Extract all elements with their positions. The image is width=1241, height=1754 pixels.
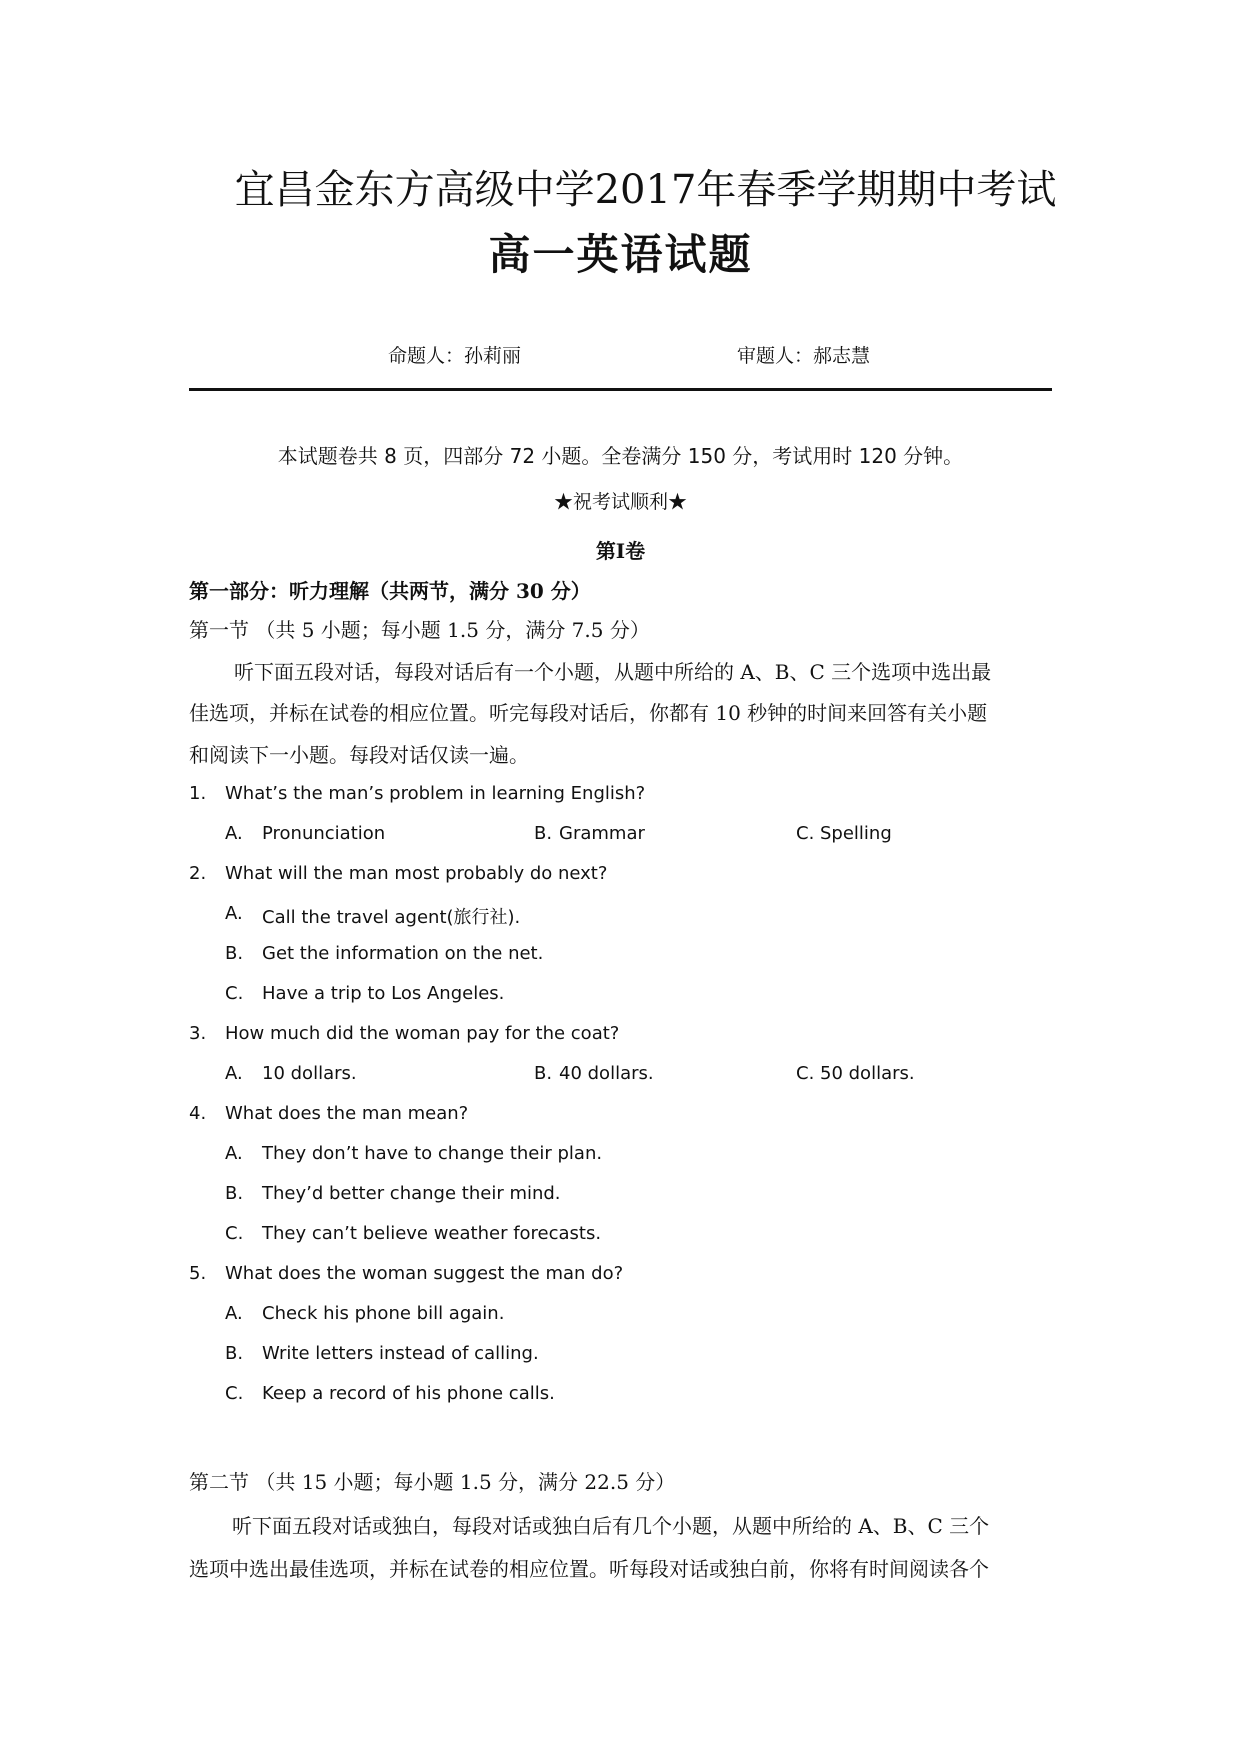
question-text: How much did the woman pay for the coat?	[225, 1023, 620, 1044]
question-text: What does the man mean?	[225, 1103, 469, 1124]
option-label: B.	[225, 943, 244, 964]
question-number: 3.	[189, 1023, 207, 1044]
option-text: 40 dollars.	[559, 1063, 654, 1084]
section2-instructions-line1: 听下面五段对话或独白，每段对话或独白后有几个小题，从题中所给的 A、B、C 三个	[232, 1514, 990, 1538]
option-text: They can’t believe weather forecasts.	[262, 1223, 602, 1244]
section2-instructions-line2: 选项中选出最佳选项，并标在试卷的相应位置。听每段对话或独白前，你将有时间阅读各个	[189, 1557, 989, 1581]
option-label: A.	[225, 903, 243, 924]
option-text: Grammar	[559, 823, 645, 844]
section1-heading: 第一节 （共 5 小题；每小题 1.5 分，满分 7.5 分）	[189, 618, 650, 642]
option-text: Keep a record of his phone calls.	[262, 1383, 555, 1404]
option-label: C.	[225, 1383, 244, 1404]
volume-heading: 第Ⅰ卷	[595, 539, 646, 563]
option-label: C.	[225, 983, 244, 1004]
reviewer: 审题人：郝志慧	[737, 345, 871, 367]
option-text: Write letters instead of calling.	[262, 1343, 539, 1364]
option-text: 10 dollars.	[262, 1063, 357, 1084]
option-label: A.	[225, 823, 243, 844]
question-text: What’s the man’s problem in learning English?	[225, 783, 646, 804]
question-number: 1.	[189, 783, 207, 804]
option-label: B.	[534, 823, 553, 844]
option-label: C.	[796, 1063, 815, 1084]
option-label: B.	[534, 1063, 553, 1084]
option-label: C.	[225, 1223, 244, 1244]
option-text: Spelling	[820, 823, 892, 844]
exam-subtitle: 高一英语试题	[488, 230, 753, 279]
option-text: They don’t have to change their plan.	[262, 1143, 603, 1164]
section1-instructions-line3: 和阅读下一小题。每段对话仅读一遍。	[189, 743, 529, 767]
option-text: 50 dollars.	[820, 1063, 915, 1084]
option-text: Check his phone bill again.	[262, 1303, 505, 1324]
option-text: Get the information on the net.	[262, 943, 544, 964]
option-label: A.	[225, 1303, 243, 1324]
question-text: What does the woman suggest the man do?	[225, 1263, 624, 1284]
part1-heading: 第一部分：听力理解（共两节，满分 30 分）	[189, 579, 591, 603]
setter: 命题人：孙莉丽	[388, 345, 522, 367]
question-number: 4.	[189, 1103, 207, 1124]
exam-title: 宜昌金东方高级中学2017年春季学期期中考试	[234, 167, 1057, 213]
question-number: 5.	[189, 1263, 207, 1284]
option-text: They’d better change their mind.	[262, 1183, 561, 1204]
option-label: A.	[225, 1143, 243, 1164]
option-text: Call the travel agent(旅行社).	[262, 907, 521, 928]
option-label: B.	[225, 1343, 244, 1364]
section1-instructions-line2: 佳选项，并标在试卷的相应位置。听完每段对话后，你都有 10 秒钟的时间来回答有关小题	[189, 701, 988, 725]
option-text: Have a trip to Los Angeles.	[262, 983, 505, 1004]
question-text: What will the man most probably do next?	[225, 863, 608, 884]
exam-info: 本试题卷共 8 页，四部分 72 小题。全卷满分 150 分，考试用时 120 分钟。	[277, 444, 964, 468]
option-label: A.	[225, 1063, 243, 1084]
section2-heading: 第二节 （共 15 小题；每小题 1.5 分，满分 22.5 分）	[189, 1470, 676, 1494]
option-label: C.	[796, 823, 815, 844]
good-luck-note: ★祝考试顺利★	[553, 491, 687, 513]
question-number: 2.	[189, 863, 207, 884]
section1-instructions-line1: 听下面五段对话，每段对话后有一个小题，从题中所给的 A、B、C 三个选项中选出最	[234, 660, 992, 684]
option-label: B.	[225, 1183, 244, 1204]
option-text: Pronunciation	[262, 823, 386, 844]
header-divider	[189, 388, 1052, 391]
